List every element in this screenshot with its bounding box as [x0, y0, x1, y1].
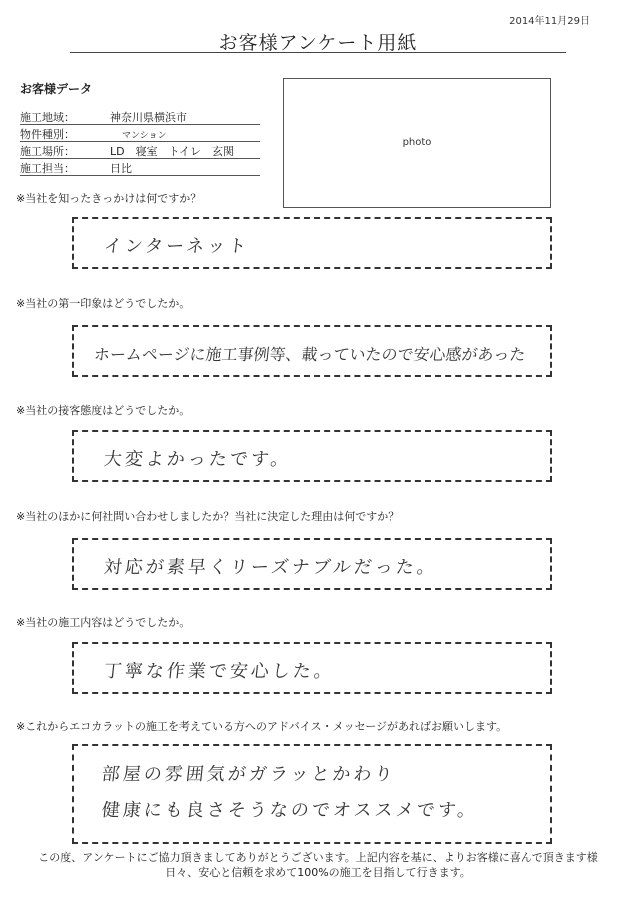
- question-advice: ※これからエコカラットの施工を考えている方へのアドバイス・メッセージがあればお願いします。: [16, 720, 508, 733]
- closing-message-line-2: 日々、安心と信頼を求めて100%の施工を目指して行きます。: [165, 866, 471, 879]
- question-1: ※当社を知ったきっかけは何ですか？: [16, 192, 202, 205]
- info-row-staff: [20, 159, 260, 176]
- answer-3: 大変よかったです。: [102, 449, 293, 470]
- answer-box-4: [72, 538, 552, 590]
- info-label: 施工場所：: [20, 145, 75, 158]
- page-title: お客様アンケート用紙: [218, 32, 418, 54]
- closing-message-line-1: この度、アンケートにご協力頂きましてありがとうございます。上記内容を基に、よりお客様に喜んで頂きます様: [38, 851, 598, 864]
- photo-placeholder: [283, 78, 551, 208]
- info-value: マンション: [122, 131, 167, 141]
- info-label: 施工担当：: [20, 162, 75, 175]
- answer-1: インターネット: [102, 236, 251, 257]
- info-row-property-type: [20, 125, 260, 142]
- info-value: 神奈川県横浜市: [110, 111, 187, 124]
- answer-box-advice: [72, 744, 552, 844]
- answer-box-1: [72, 217, 552, 269]
- advice-answer-line-1: 部屋の雰囲気がガラッとかわり: [100, 764, 397, 785]
- question-4: ※当社のほかに何社問い合わせしましたか？当社に決定した理由は何ですか？: [16, 510, 400, 523]
- answer-box-5: [72, 642, 552, 694]
- info-row-area: [20, 108, 260, 125]
- info-label: 施工地域：: [20, 111, 75, 124]
- answer-box-2: [72, 325, 552, 377]
- question-3: ※当社の接客態度はどうでしたか。: [16, 404, 191, 417]
- title-divider: [70, 52, 566, 53]
- info-value: 日比: [110, 162, 132, 175]
- question-5: ※当社の施工内容はどうでしたか。: [16, 616, 191, 629]
- info-row-location: [20, 142, 260, 159]
- answer-box-3: [72, 430, 552, 482]
- answer-2: ホームページに施工事例等、載っていたので安心感があった: [92, 345, 527, 364]
- answer-5: 丁寧な作業で安心した。: [102, 661, 336, 682]
- survey-date: 2014年11月29日: [509, 16, 590, 27]
- question-2: ※当社の第一印象はどうでしたか。: [16, 297, 191, 310]
- photo-label: photo: [402, 137, 432, 148]
- answer-4: 対応が素早くリーズナブルだった。: [102, 557, 439, 578]
- customer-data-heading: お客様データ: [20, 82, 93, 96]
- customer-info-table: [20, 108, 260, 176]
- advice-answer-line-2: 健康にも良さそうなのでオススメです。: [100, 800, 480, 821]
- info-label: 物件種別：: [20, 128, 75, 141]
- info-value: LD 寝室 トイレ 玄関: [110, 145, 235, 158]
